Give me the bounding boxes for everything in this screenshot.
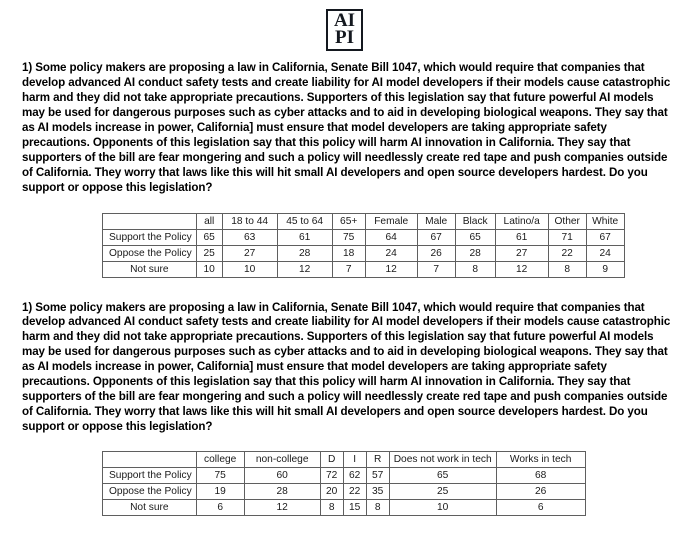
cell-support-white: 67 <box>586 229 624 245</box>
cell-notsure-female: 12 <box>365 261 417 277</box>
column-header-45-to-64: 45 to 64 <box>277 213 332 229</box>
table-row <box>103 500 586 516</box>
table-row <box>103 484 586 500</box>
row-label-support: Support the Policy <box>103 468 197 484</box>
cell-support-65-plus: 75 <box>332 229 365 245</box>
cell-oppose-other: 22 <box>548 245 586 261</box>
cell-notsure-male: 7 <box>417 261 455 277</box>
cell-support-other: 71 <box>548 229 586 245</box>
cell-notsure-white: 9 <box>586 261 624 277</box>
cell-oppose-non-college: 28 <box>244 484 320 500</box>
column-header-republican: R <box>366 452 389 468</box>
table-2-container <box>0 451 689 516</box>
cell-oppose-all: 25 <box>196 245 222 261</box>
cell-oppose-65-plus: 18 <box>332 245 365 261</box>
cell-notsure-college: 6 <box>196 500 244 516</box>
cell-support-black: 65 <box>455 229 495 245</box>
cell-notsure-black: 8 <box>455 261 495 277</box>
cell-support-male: 67 <box>417 229 455 245</box>
cell-support-college: 75 <box>196 468 244 484</box>
table-row <box>103 245 625 261</box>
cell-notsure-45-to-64: 12 <box>277 261 332 277</box>
cell-oppose-independent: 22 <box>343 484 366 500</box>
question-2-text: 1) Some policy makers are proposing a law in California, Senate Bill 1047, which would require that companies that develop advanced AI conduct safety tests and create liability for AI model developers if their models cause catastrophic harm and they did not take appropriate precautions. Supporters of this legislation say that future powerful AI models may be used for dangerous purposes such as cyber attacks and to aid in developing biological weapons. They say that as AI models increase in power, California] must ensure that model developers are taking appropriate safety precautions. Opponents of this legislation say that this policy will harm AI innovation in California. They say that supporters of the bill are fear mongering and such a policy will needlessly create red tape and push companies outside of California. They worry that laws like this will hit small AI developers and open source developers hardest. Do you support or oppose this legislation? <box>22 300 671 434</box>
row-label-oppose: Oppose the Policy <box>103 245 197 261</box>
table-row <box>103 261 625 277</box>
cell-support-republican: 57 <box>366 468 389 484</box>
cell-support-independent: 62 <box>343 468 366 484</box>
cell-oppose-white: 24 <box>586 245 624 261</box>
table-corner-cell <box>103 213 197 229</box>
cell-oppose-not-in-tech: 25 <box>389 484 496 500</box>
cell-support-works-in-tech: 68 <box>496 468 585 484</box>
cell-oppose-works-in-tech: 26 <box>496 484 585 500</box>
cell-notsure-non-college: 12 <box>244 500 320 516</box>
aipi-logo <box>326 9 363 51</box>
table-header-row <box>103 452 586 468</box>
column-header-black: Black <box>455 213 495 229</box>
row-label-not-sure: Not sure <box>103 500 197 516</box>
cell-notsure-65-plus: 7 <box>332 261 365 277</box>
cell-oppose-college: 19 <box>196 484 244 500</box>
column-header-latino: Latino/a <box>495 213 548 229</box>
row-label-not-sure: Not sure <box>103 261 197 277</box>
poll-table-crosstabs <box>102 451 586 516</box>
column-header-college: college <box>196 452 244 468</box>
cell-support-45-to-64: 61 <box>277 229 332 245</box>
logo-line-2: PI <box>335 27 354 49</box>
cell-oppose-democrat: 20 <box>320 484 343 500</box>
column-header-white: White <box>586 213 624 229</box>
cell-support-all: 65 <box>196 229 222 245</box>
column-header-18-to-44: 18 to 44 <box>222 213 277 229</box>
cell-notsure-works-in-tech: 6 <box>496 500 585 516</box>
cell-notsure-not-in-tech: 10 <box>389 500 496 516</box>
poll-table-demographics <box>102 213 625 278</box>
cell-oppose-latino: 27 <box>495 245 548 261</box>
cell-oppose-45-to-64: 28 <box>277 245 332 261</box>
table-row <box>103 229 625 245</box>
table-row <box>103 468 586 484</box>
cell-notsure-republican: 8 <box>366 500 389 516</box>
logo-line-1: AI <box>333 10 356 31</box>
cell-support-18-to-44: 63 <box>222 229 277 245</box>
cell-oppose-female: 24 <box>365 245 417 261</box>
column-header-non-college: non-college <box>244 452 320 468</box>
cell-support-democrat: 72 <box>320 468 343 484</box>
question-1-text: 1) Some policy makers are proposing a law in California, Senate Bill 1047, which would require that companies that develop advanced AI conduct safety tests and create liability for AI model developers if their models cause catastrophic harm and they did not take appropriate precautions. Supporters of this legislation say that future powerful AI models may be used for dangerous purposes such as cyber attacks and to aid in developing biological weapons. They say that as AI models increase in power, California] must ensure that model developers are taking appropriate safety precautions. Opponents of this legislation say that this policy will harm AI innovation in California. They say that supporters of the bill are fear mongering and such a policy will needlessly create red tape and push companies outside of California. They worry that laws like this will hit small AI developers and open source developers hardest. Do you support or oppose this legislation? <box>22 60 671 194</box>
cell-oppose-18-to-44: 27 <box>222 245 277 261</box>
column-header-democrat: D <box>320 452 343 468</box>
cell-notsure-latino: 12 <box>495 261 548 277</box>
column-header-independent: I <box>343 452 366 468</box>
table-header-row <box>103 213 625 229</box>
column-header-all: all <box>196 213 222 229</box>
cell-notsure-18-to-44: 10 <box>222 261 277 277</box>
row-label-oppose: Oppose the Policy <box>103 484 197 500</box>
cell-notsure-independent: 15 <box>343 500 366 516</box>
column-header-other: Other <box>548 213 586 229</box>
logo-container <box>0 0 689 51</box>
table-corner-cell <box>103 452 197 468</box>
column-header-female: Female <box>365 213 417 229</box>
cell-support-non-college: 60 <box>244 468 320 484</box>
column-header-works-in-tech: Works in tech <box>496 452 585 468</box>
cell-notsure-democrat: 8 <box>320 500 343 516</box>
cell-oppose-republican: 35 <box>366 484 389 500</box>
column-header-not-in-tech: Does not work in tech <box>389 452 496 468</box>
cell-notsure-all: 10 <box>196 261 222 277</box>
column-header-65-plus: 65+ <box>332 213 365 229</box>
cell-oppose-male: 26 <box>417 245 455 261</box>
row-label-support: Support the Policy <box>103 229 197 245</box>
cell-oppose-black: 28 <box>455 245 495 261</box>
table-1-container <box>0 213 689 278</box>
column-header-male: Male <box>417 213 455 229</box>
cell-support-latino: 61 <box>495 229 548 245</box>
cell-support-not-in-tech: 65 <box>389 468 496 484</box>
cell-support-female: 64 <box>365 229 417 245</box>
cell-notsure-other: 8 <box>548 261 586 277</box>
